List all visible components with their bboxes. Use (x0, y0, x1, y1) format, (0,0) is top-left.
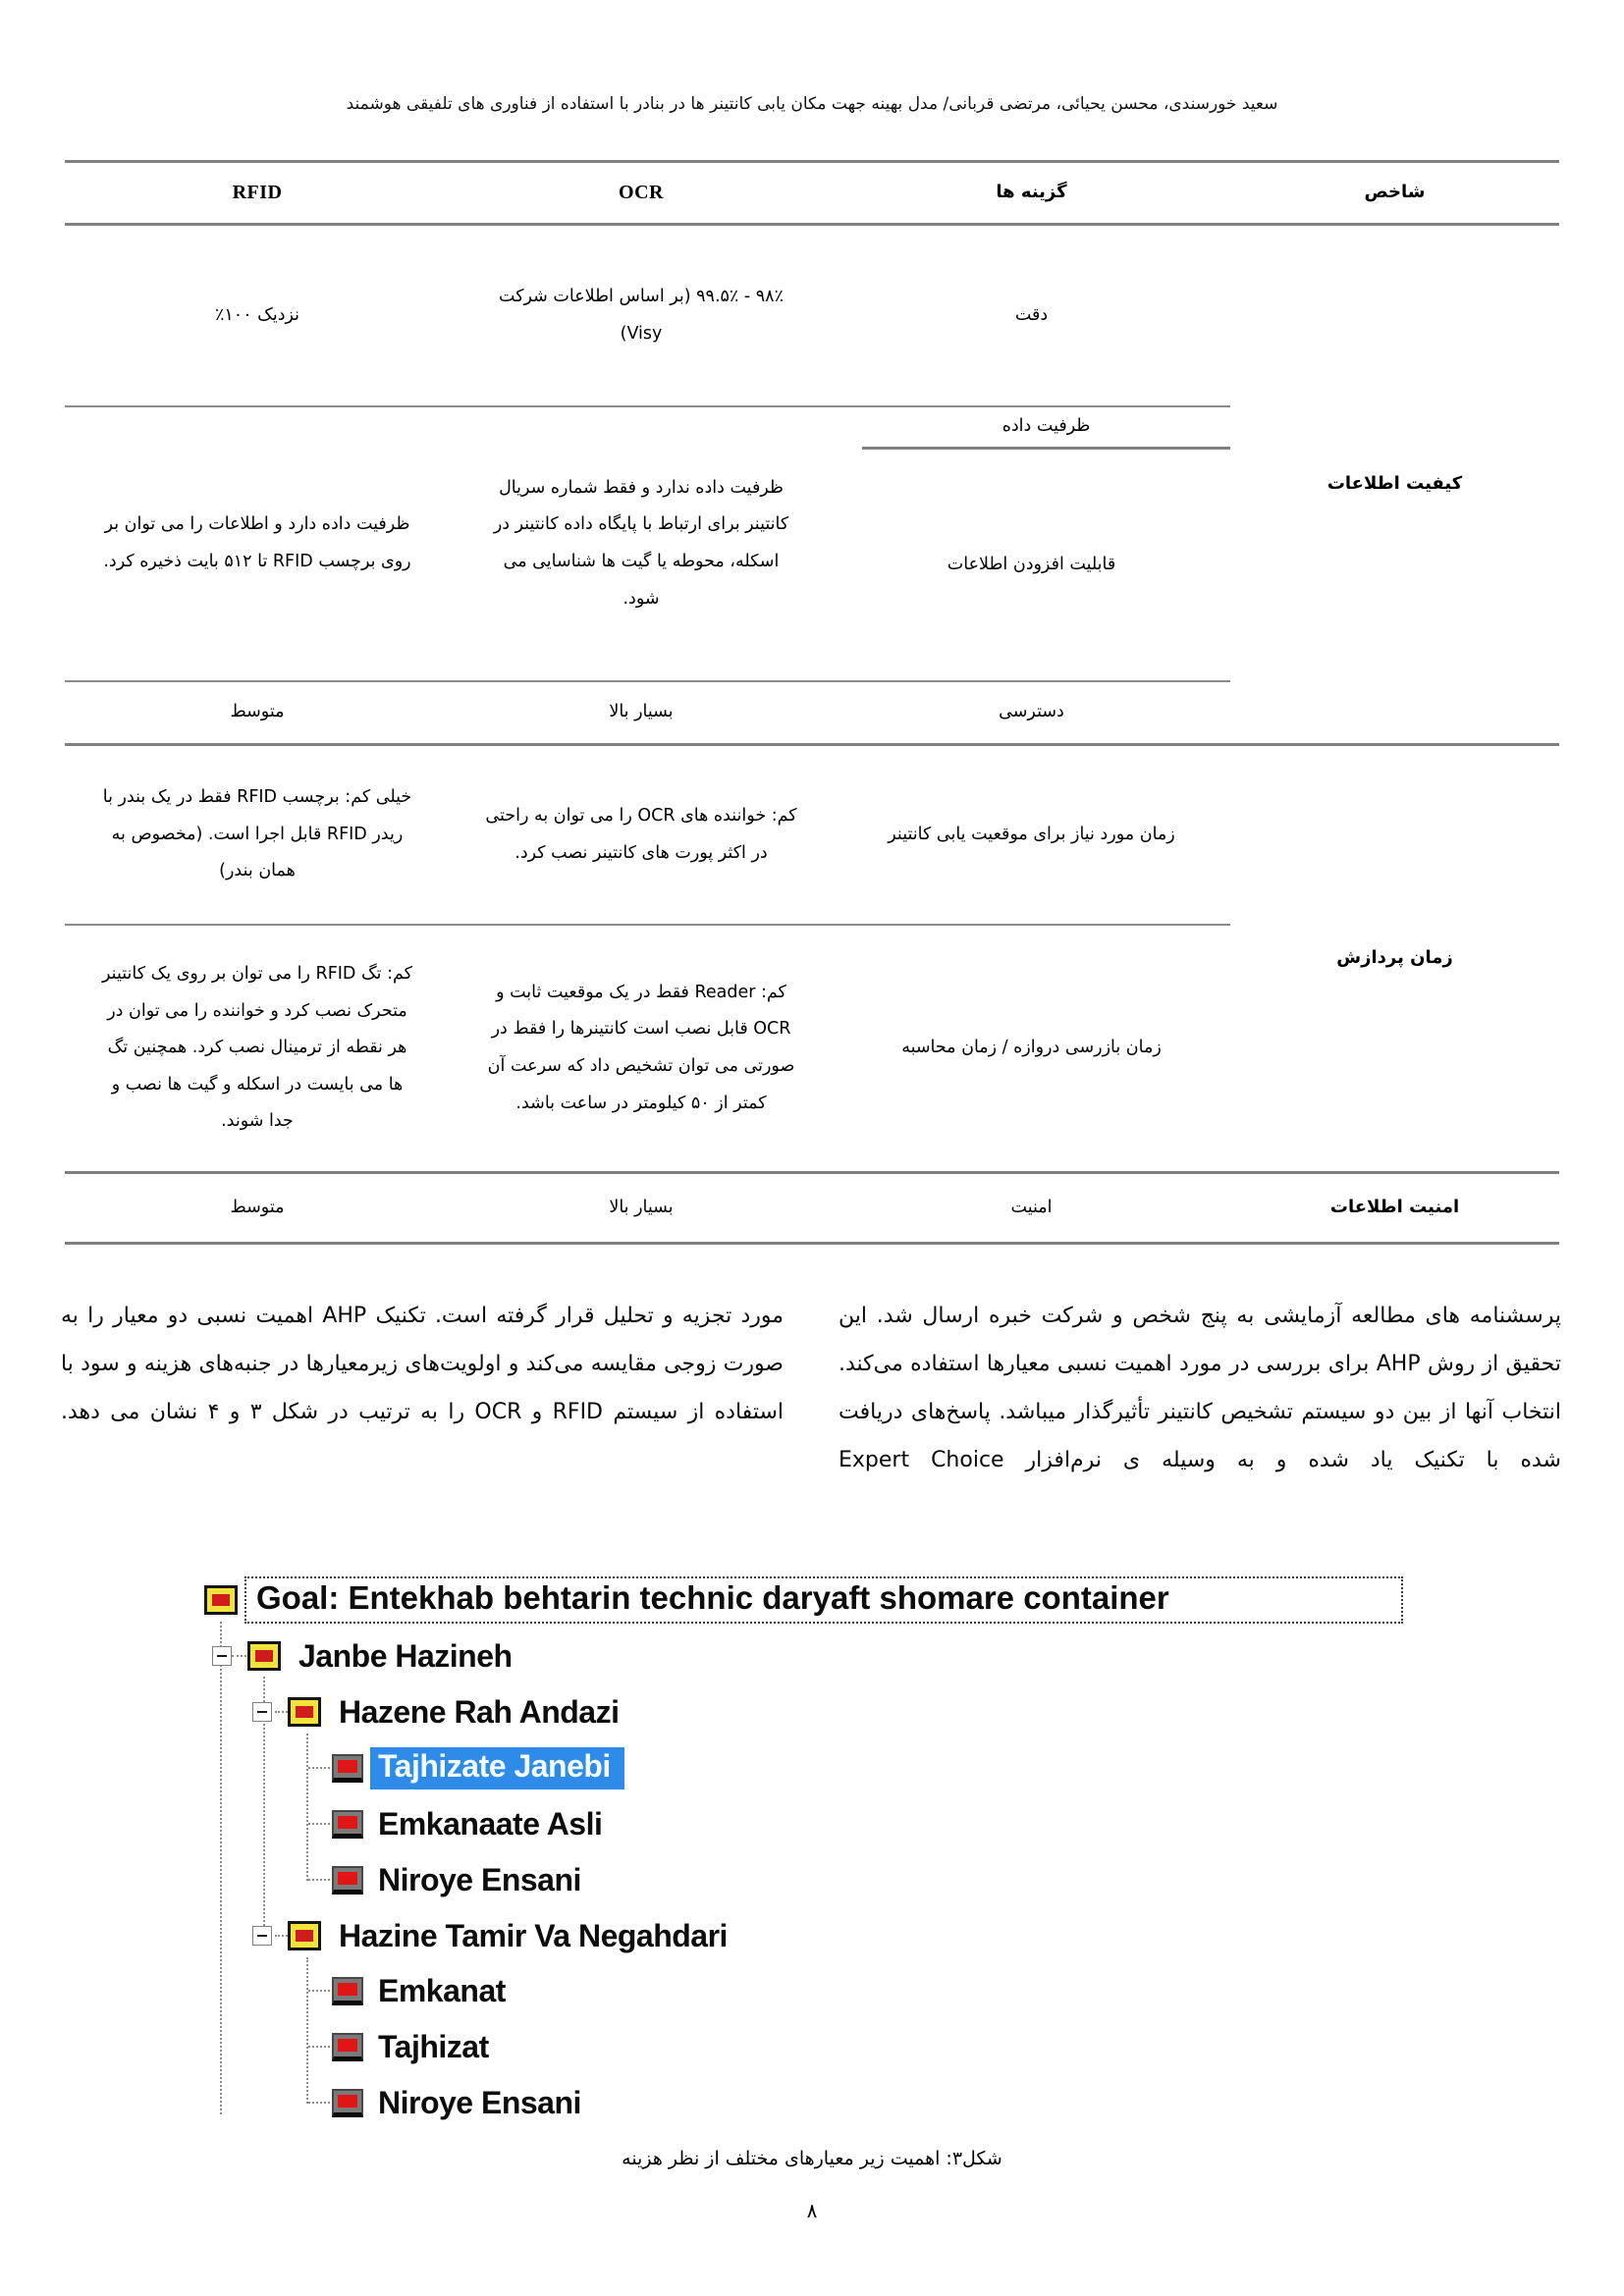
table-header-ocr: OCR (450, 160, 833, 226)
leaf-node-icon (332, 2033, 363, 2061)
criterion-node-icon (247, 1641, 281, 1671)
figure-caption: شکل۳: اهمیت زیر معیارهای مختلف از نظر هزینه (622, 2148, 1002, 2169)
body-text (61, 1292, 1561, 1484)
cell-security-ocr: بسیار بالا (450, 1174, 833, 1245)
cell-gate-option: زمان بازرسی دروازه / زمان محاسبه (833, 926, 1230, 1174)
cell-availability-ocr: بسیار بالا (450, 682, 833, 746)
tree-node-label: Tajhizat (378, 2028, 489, 2064)
criterion-node-icon (288, 1921, 321, 1950)
leaf-node-icon (332, 1866, 363, 1895)
tree-node-label-selected: Tajhizate Janebi (370, 1747, 624, 1789)
cell-accuracy-ocr: ۹۸٪ - ۹۹.۵٪ (بر اساس اطلاعات شرکت Visy) (450, 226, 833, 407)
cell-add-info-ocr: ظرفیت داده ندارد و فقط شماره سریال کانتینر برای ارتباط با پایگاه داده کانتینر در اسکله، محوطه یا گیت ها شناسایی می شود. (450, 407, 833, 682)
tree-node-tajhizate-janebi (137, 1744, 1414, 1791)
tree-node-label: Niroye Ensani (378, 1861, 581, 1897)
cell-accuracy-rfid: نزدیک ۱۰۰٪ (65, 226, 450, 407)
cell-index-processing-time: زمان پردازش (1230, 746, 1559, 1174)
tree-node-label: Janbe Hazineh (298, 1637, 513, 1674)
cell-locating-rfid: خیلی کم: برچسب RFID فقط در یک بندر با ریدر RFID قابل اجرا است. (مخصوص به همان بندر) (65, 746, 450, 926)
collapse-minus-icon (252, 1702, 272, 1722)
cell-availability-rfid: متوسط (65, 682, 450, 746)
tree-node-label: Hazene Rah Andazi (339, 1693, 620, 1730)
leaf-node-icon (332, 1977, 363, 2005)
cell-availability-option: دسترسی (833, 682, 1230, 746)
cell-locating-option: زمان مورد نیاز برای موقعیت یابی کانتینر (833, 746, 1230, 926)
page-number: ۸ (806, 2199, 818, 2222)
cell-index-security: امنیت اطلاعات (1230, 1174, 1559, 1245)
expert-choice-tree-figure (137, 1571, 1414, 2135)
tree-node-label: Hazine Tamir Va Negahdari (339, 1917, 728, 1953)
tree-node-label: Emkanat (378, 1972, 506, 2008)
tree-node-label: Niroye Ensani (378, 2084, 581, 2120)
tree-node-label: Goal: Entekhab behtarin technic daryaft shomare container (244, 1576, 1403, 1624)
cell-gate-ocr: کم: Reader فقط در یک موقعیت ثابت و OCR قابل نصب است کانتینرها را فقط در صورتی می توان تشخیص داد که سرعت آن کمتر از ۵۰ کیلومتر در ساعت باشد. (450, 926, 833, 1174)
table-header-options: گزینه ها (833, 160, 1230, 226)
leaf-node-icon (332, 1810, 363, 1839)
cell-gate-rfid: کم: تگ RFID را می توان بر روی یک کانتینر متحرک نصب کرد و خواننده را می توان در هر نقطه از ترمینال نصب کرد. همچنین تگ ها می بایست در اسکله و گیت ها نصب و جدا شوند. (65, 926, 450, 1174)
cell-security-rfid: متوسط (65, 1174, 450, 1245)
collapse-minus-icon (252, 1926, 272, 1946)
cell-data-capacity-option: ظرفیت داده (862, 407, 1230, 450)
cell-add-info-option: قابلیت افزودن اطلاعات (833, 450, 1230, 682)
comparison-table (65, 160, 1559, 1245)
leaf-node-icon (332, 2089, 363, 2117)
criterion-node-icon (288, 1697, 321, 1727)
running-head: سعید خورسندی، محسن یحیائی، مرتضی قربانی/ مدل بهینه جهت مکان یابی کانتینر ها در بنادر با استفاده از فناوری های تلفیقی هوشمند (346, 94, 1278, 114)
cell-accuracy-option: دقت (833, 226, 1230, 407)
tree-node-hazene-rah-andazi (137, 1688, 1414, 1735)
table-header-rfid: RFID (65, 160, 450, 226)
cell-locating-ocr: کم: خواننده های OCR را می توان به راحتی در اکثر پورت های کانتینر نصب کرد. (450, 746, 833, 926)
table-header-index: شاخص (1230, 160, 1559, 226)
tree-node-hazine-tamir (137, 1912, 1414, 1959)
paragraph-left-column: مورد تجزیه و تحلیل قرار گرفته است. تکنیک AHP اهمیت نسبی دو معیار را به صورت زوجی مقایسه می‌کند و اولویت‌های زیرمعیارها در جنبه‌های هزینه و سود با استفاده از سیستم RFID و OCR را به ترتیب در شکل ۳ و ۴ نشان می دهد. (61, 1304, 785, 1424)
collapse-minus-icon (212, 1646, 232, 1666)
tree-node-goal (137, 1576, 1414, 1624)
cell-add-info-rfid: ظرفیت داده دارد و اطلاعات را می توان بر روی برچسب RFID تا ۵۱۲ بایت ذخیره کرد. (65, 407, 450, 682)
cell-security-option: امنیت (833, 1174, 1230, 1245)
paragraph-right-column: پرسشنامه های مطالعه آزمایشی به پنج شخص و شرکت خبره ارسال شد. این تحقیق از روش AHP برای بررسی در مورد اهمیت نسبی معیارها استفاده می‌کند. انتخاب آنها از بین دو سیستم تشخیص کانتینر تأثیرگذار میباشد. پاسخ‌های دریافت شده با تکنیک یاد شده و به وسیله ی نرم‌افزار Expert Choice (839, 1304, 1561, 1472)
tree-node-niroye-ensani-1 (137, 1856, 1414, 1903)
cell-index-info-quality: کیفیت اطلاعات (1230, 226, 1559, 746)
tree-node-emkanat (137, 1967, 1414, 2014)
goal-node-icon (204, 1585, 238, 1615)
leaf-node-icon (332, 1754, 363, 1783)
tree-node-janbe-hazineh (137, 1632, 1414, 1680)
tree-node-niroye-ensani-2 (137, 2079, 1414, 2126)
tree-node-label: Emkanaate Asli (378, 1805, 603, 1842)
tree-node-emkanaate-asli (137, 1800, 1414, 1847)
tree-node-tajhizat (137, 2023, 1414, 2070)
